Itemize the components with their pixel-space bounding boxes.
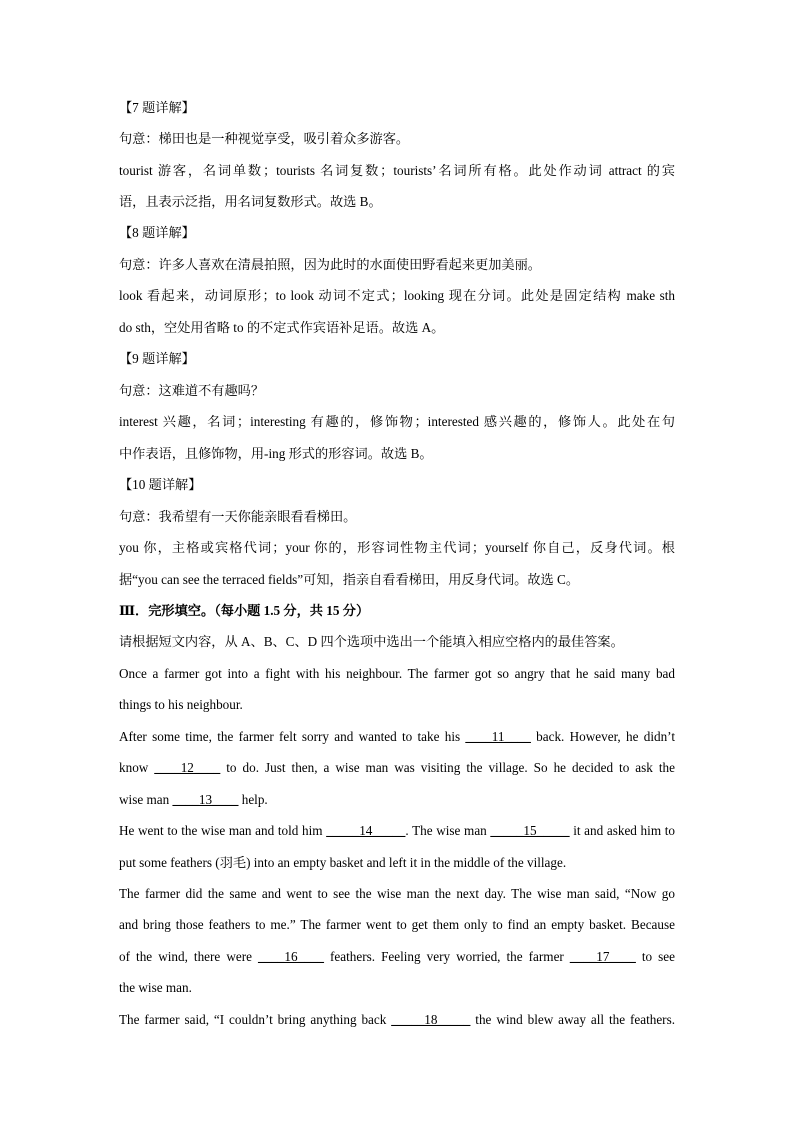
passage-line-7: put some feathers (羽毛) into an empty basket and left it in the middle of the village. [119,855,567,870]
q7-sentence-meaning: 句意：梯田也是一种视觉享受，吸引着众多游客。 [119,131,410,146]
q7-explanation-line-1: tourist 游客，名词单数；tourists 名词复数；tourists’名词所有格。此处作动词 attract 的宾 [119,163,675,178]
blank-16: ____16____ [258,949,324,964]
section-heading-cloze: Ⅲ．完形填空。（每小题 1.5 分，共 15 分） [119,603,370,618]
passage-line-10: of the wind, there were ____16____ feathers. Feeling very worried, the farmer ____17____ to see [119,949,675,964]
q7-explanation-line-2: 语，且表示泛指，用名词复数形式。故选 B。 [119,194,382,209]
blank-11: ____11____ [465,729,531,744]
blank-13: ____13____ [172,792,239,807]
heading-q8: 【8 题详解】 [119,225,195,240]
passage-line-2: things to his neighbour. [119,697,243,712]
passage-line-9: and bring those feathers to me.” The farmer went to get them only to find an empty basket. Because [119,917,675,932]
blank-15: _____15_____ [490,823,570,838]
cloze-instructions: 请根据短文内容，从 A、B、C、D 四个选项中选出一个能填入相应空格内的最佳答案。 [119,634,624,649]
passage-line-6: He went to the wise man and told him _____14_____. The wise man _____15_____ it and asked him to [119,823,675,838]
passage-line-1: Once a farmer got into a fight with his neighbour. The farmer got so angry that he said many bad [119,666,675,681]
passage-line-5: wise man ____13____ help. [119,792,268,807]
passage-line-12: The farmer said, “I couldn’t bring anything back _____18_____ the wind blew away all the feathers. [119,1012,675,1027]
blank-18: _____18_____ [391,1012,471,1027]
q10-sentence-meaning: 句意：我希望有一天你能亲眼看看梯田。 [119,509,357,524]
passage-line-4: know ____12____ to do. Just then, a wise man was visiting the village. So he decided to ask the [119,760,675,775]
q8-explanation-line-2: do sth，空处用省略 to 的不定式作宾语补足语。故选 A。 [119,320,445,335]
passage-line-11: the wise man. [119,980,192,995]
q8-explanation-line-1: look 看起来，动词原形；to look 动词不定式；looking 现在分词。此处是固定结构 make sth [119,288,675,303]
passage-line-8: The farmer did the same and went to see the wise man the next day. The wise man said, “Now go [119,886,675,901]
blank-12: ____12____ [154,760,221,775]
heading-q7: 【7 题详解】 [119,100,195,115]
q10-explanation-line-2: 据“you can see the terraced fields”可知，指亲自看看梯田，用反身代词。故选 C。 [119,572,580,587]
blank-17: ____17____ [569,949,636,964]
q9-explanation-line-2: 中作表语，且修饰物，用-ing 形式的形容词。故选 B。 [119,446,433,461]
q10-explanation-line-1: you 你，主格或宾格代词；your 你的，形容词性物主代词；yourself 你自己，反身代词。根 [119,540,675,555]
q9-explanation-line-1: interest 兴趣，名词；interesting 有趣的，修饰物；interested 感兴趣的，修饰人。此处在句 [119,414,675,429]
q8-sentence-meaning: 句意：许多人喜欢在清晨拍照，因为此时的水面使田野看起来更加美丽。 [119,257,541,272]
heading-q9: 【9 题详解】 [119,351,195,366]
heading-q10: 【10 题详解】 [119,477,202,492]
blank-14: _____14_____ [326,823,406,838]
q9-sentence-meaning: 句意：这难道不有趣吗？ [119,383,265,398]
passage-line-3: After some time, the farmer felt sorry and wanted to take his ____11____ back. However, he didn’t [119,729,675,744]
